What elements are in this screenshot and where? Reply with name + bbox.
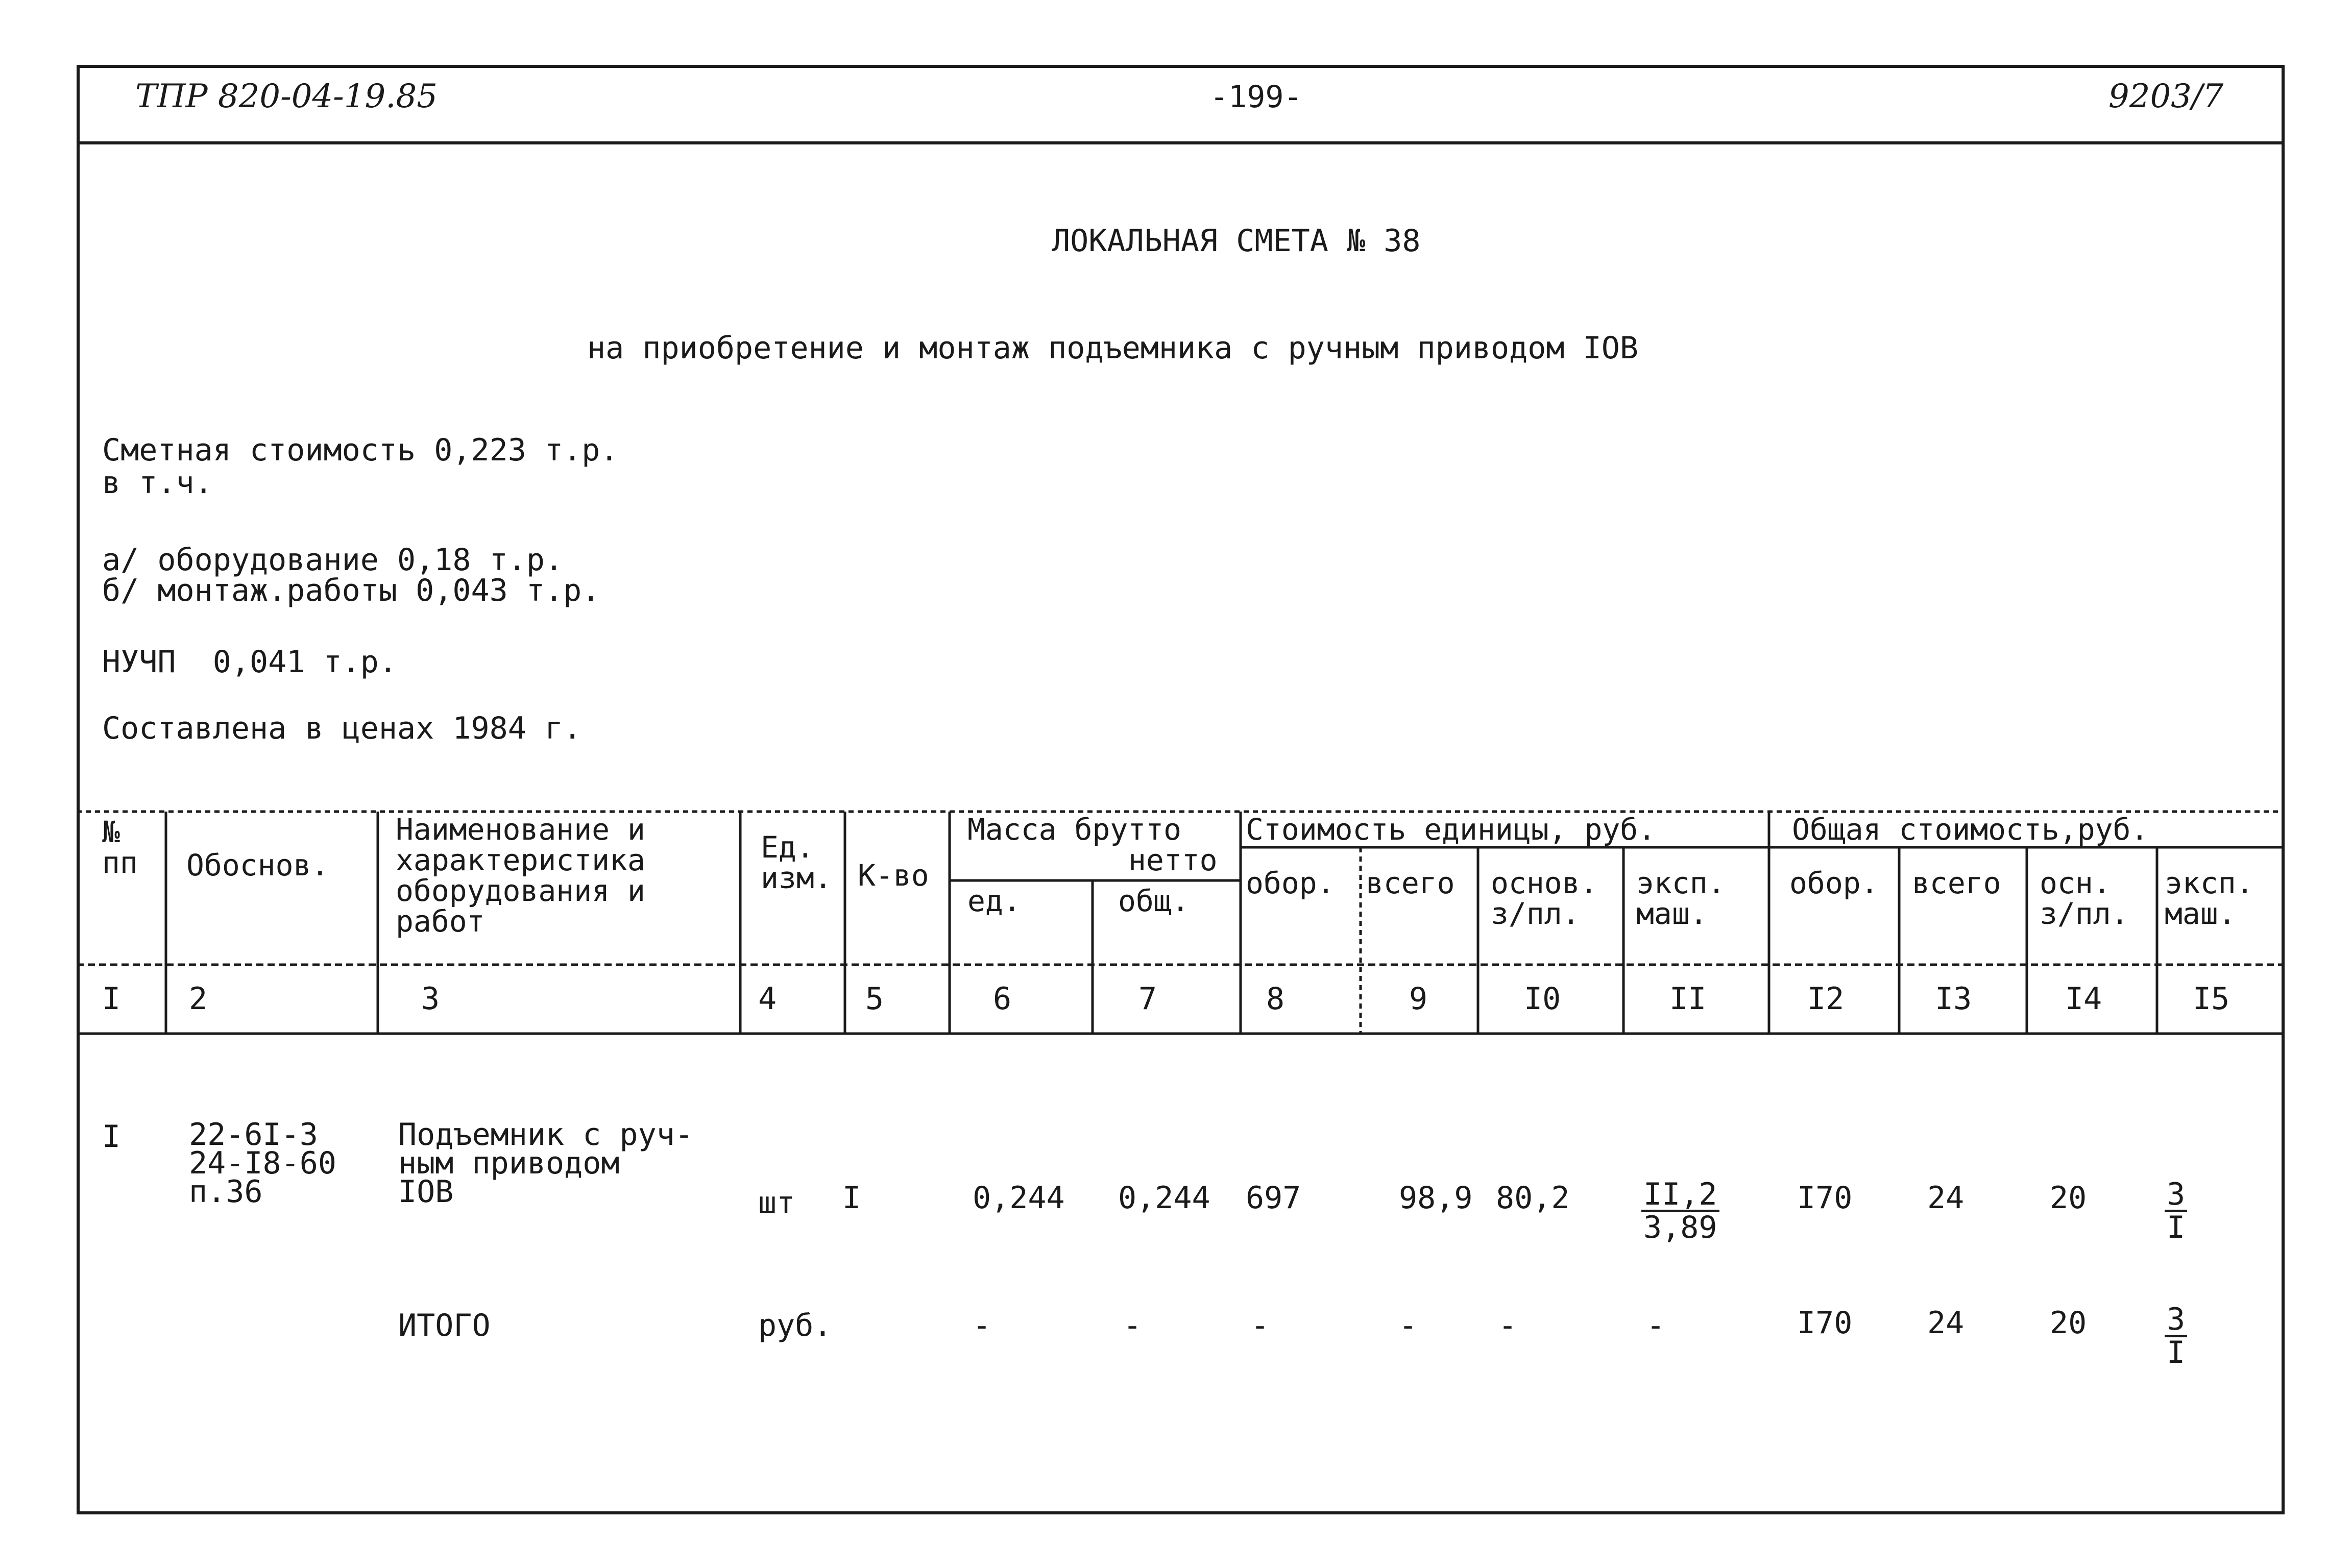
equipment-cost: а/ оборудование 0,18 т.р. [102,542,564,578]
row-mass-unit: 0,244 [973,1180,1065,1216]
nuchp-cost: НУЧП 0,041 т.р. [102,644,397,680]
col-number: I3 [1935,981,1972,1017]
header-unit: Ед. изм. [761,830,832,895]
installation-cost: б/ монтаж.работы 0,043 т.р. [102,573,600,608]
row-qty: I [842,1180,861,1216]
row-tc-wage: 20 [2050,1180,2087,1216]
header-qty: К-во [858,858,929,893]
total-tc-total: 24 [1927,1305,1965,1341]
dash: - [1646,1308,1665,1343]
header-uc-equip: обор. [1246,866,1335,900]
row-uc-total: 98,9 [1399,1180,1473,1216]
document-title: ЛОКАЛЬНАЯ СМЕТА № 38 [1052,223,1421,259]
estimated-cost: Сметная стоимость 0,223 т.р. [102,432,619,468]
row-unit: шт [758,1185,795,1221]
col-number: 6 [993,981,1012,1017]
header-mass-netto: нетто [1128,843,1218,877]
row-uc-equip: 697 [1246,1180,1301,1216]
row-tc-mach-den: I [2167,1210,2186,1245]
total-tc-mach-num: 3 [2165,1304,2187,1337]
price-basis: Составлена в ценах 1984 г. [102,710,582,746]
header-name: Наименование и характеристика оборудования и работ [396,812,645,939]
row-uc-wage: 80,2 [1496,1180,1570,1216]
total-tc-wage: 20 [2050,1305,2087,1341]
row-uc-mach-num: II,2 [1641,1179,1719,1212]
total-label: ИТОГО [398,1308,491,1343]
header-uc-total: всего [1366,866,1455,900]
row-tc-total: 24 [1927,1180,1965,1216]
col-number: 7 [1138,981,1157,1017]
dash: - [1498,1308,1517,1343]
row-tc-mach-num: 3 [2165,1179,2187,1212]
dash: - [1399,1308,1418,1343]
header-tc-mach: эксп. маш. [2165,866,2254,931]
row-tc-equip: I70 [1797,1180,1853,1216]
col-number: 5 [865,981,884,1017]
col-number: I2 [1807,981,1845,1017]
total-tc-mach [2165,1304,2187,1368]
header-basis: Обоснов. [186,848,329,883]
row-basis: 22-6I-3 24-I8-60 п.36 [189,1117,336,1210]
document-subtitle: на приобретение и монтаж подъемника с ручным приводом IОВ [587,330,1639,366]
col-number: 4 [758,981,777,1017]
dash: - [1251,1308,1270,1343]
header-tc-total: всего [1912,866,2001,900]
total-tc-equip: I70 [1797,1305,1853,1341]
col-number: I5 [2193,981,2230,1017]
header-uc-mach: эксп. маш. [1636,866,1726,931]
header-mass-total: общ. [1118,884,1190,918]
col-number: 2 [189,981,208,1017]
col-number: 3 [421,981,440,1017]
header-mass-unit: ед. [967,884,1021,918]
col-number: 9 [1409,981,1428,1017]
header-tc-equip: обор. [1789,866,1879,900]
dash: - [1123,1308,1142,1343]
header-unit-cost-group: Стоимость единицы, руб. [1246,812,1656,847]
header-num: № пп [102,815,138,880]
row-mass-total: 0,244 [1118,1180,1210,1216]
col-number: I [102,981,121,1017]
sheet-code: 9203/7 [2108,78,2224,115]
row-uc-mach-den: 3,89 [1643,1210,1717,1245]
row-num: I [102,1119,121,1155]
including-label: в т.ч. [102,465,213,501]
row-uc-mach [1641,1179,1719,1243]
col-number: I4 [2065,981,2102,1017]
header-tc-wage: осн. з/пл. [2040,866,2129,931]
col-number: II [1669,981,1707,1017]
header-uc-wage: основ. з/пл. [1491,866,1598,931]
row-tc-mach [2165,1179,2187,1243]
header-total-cost-group: Общая стоимость,руб. [1792,812,2149,847]
row-name: Подъемник с руч- ным приводом IОВ [398,1117,693,1210]
col-number: I0 [1524,981,1561,1017]
dash: - [973,1308,991,1343]
total-tc-mach-den: I [2167,1335,2186,1370]
page-number: -199- [1210,79,1302,115]
total-unit: руб. [758,1308,832,1343]
header-mass-group: Масса брутто [967,812,1182,847]
col-number: 8 [1266,981,1285,1017]
doc-code: ТПР 820-04-19.85 [135,78,438,115]
